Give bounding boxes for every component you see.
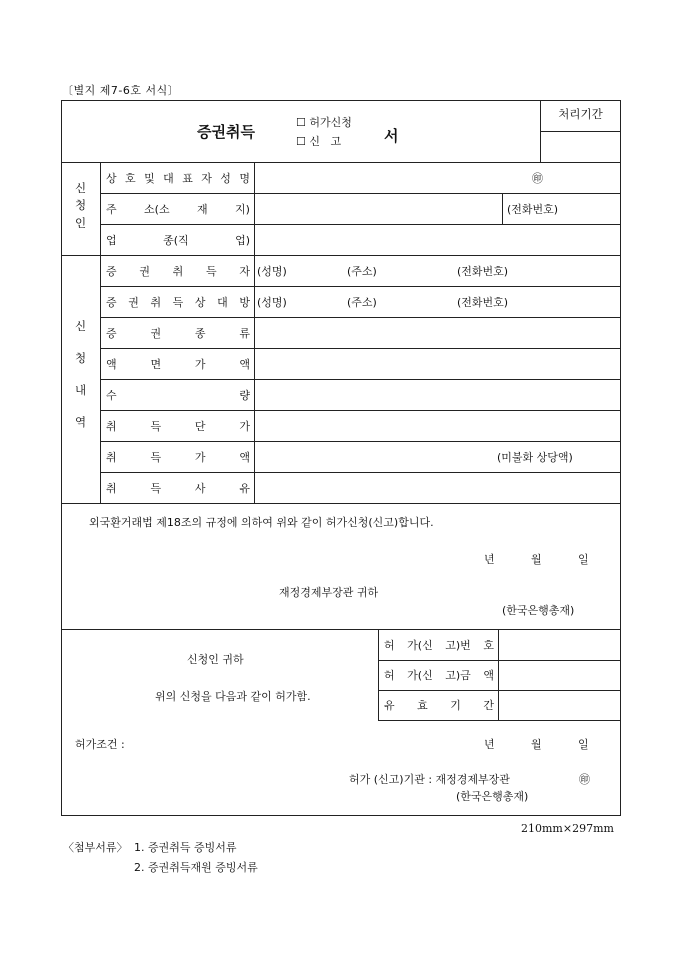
security-kind-field[interactable] <box>255 318 620 347</box>
approval-authority: 허가 (신고)기관 : 재정경제부장관 <box>349 773 510 786</box>
processing-period-value[interactable] <box>541 132 620 161</box>
approval-to-applicant: 신청인 귀하 <box>187 653 244 666</box>
applicant-section-label: 신 청 인 <box>74 181 87 230</box>
declaration-addressee: 재정경제부장관 귀하 <box>279 586 379 599</box>
seal-mark-authority: ㊞ <box>579 773 590 786</box>
permit-amount-field[interactable] <box>499 661 620 689</box>
quantity-field[interactable] <box>255 380 620 409</box>
label-face-value: 액 면 가 액 <box>106 358 250 371</box>
counterparty-phone-label: (전화번호) <box>457 296 509 309</box>
acquirer-phone-label: (전화번호) <box>457 265 509 278</box>
processing-period-label: 처리기간 <box>558 107 603 121</box>
label-acquirer: 증 권 취 득 자 <box>106 265 250 278</box>
approval-text: 위의 신청을 다음과 같이 허가함. <box>155 690 311 703</box>
label-company-representative: 상 호 및 대 표 자 성 명 <box>106 172 250 185</box>
unit-price-field[interactable] <box>255 411 620 440</box>
approval-authority-sub: (한국은행총재) <box>456 790 529 803</box>
form-number-label: 〔별지 제7-6호 서식〕 <box>62 84 180 97</box>
counterparty-address-label: (주소) <box>347 296 377 309</box>
attachments-label: 〈첨부서류〉 <box>63 841 128 854</box>
declaration-month: 월 <box>531 553 542 566</box>
title-right: 서 <box>384 127 399 145</box>
counterparty-name-label: (성명) <box>257 296 287 309</box>
acquirer-address-label: (주소) <box>347 265 377 278</box>
acquirer-name-label: (성명) <box>257 265 287 278</box>
seal-mark-applicant: ㊞ <box>532 172 543 185</box>
acquisition-price-field[interactable] <box>255 442 491 471</box>
title-left: 증권취득 <box>197 123 255 141</box>
approval-year: 년 <box>484 738 495 751</box>
label-unit-price: 취 득 단 가 <box>106 420 250 433</box>
declaration-addressee-sub: (한국은행총재) <box>502 604 575 617</box>
label-permit-number: 허 가(신 고)번 호 <box>384 639 494 652</box>
checkbox-report[interactable]: ☐ 신 고 <box>296 135 342 148</box>
checkbox-permit-application[interactable]: ☐ 허가신청 <box>296 116 352 129</box>
label-reason: 취 득 사 유 <box>106 482 250 495</box>
approval-day: 일 <box>578 738 589 751</box>
label-security-kind: 증 권 종 류 <box>106 327 250 340</box>
label-validity-period: 유 효 기 간 <box>384 699 494 712</box>
occupation-field[interactable] <box>255 225 620 254</box>
label-permit-amount: 허 가(신 고)금 액 <box>384 669 494 682</box>
permit-number-field[interactable] <box>499 630 620 659</box>
declaration-year: 년 <box>484 553 495 566</box>
validity-period-field[interactable] <box>499 691 620 719</box>
label-quantity: 수 량 <box>106 389 250 402</box>
declaration-text: 외국환거래법 제18조의 규정에 의하여 위와 같이 허가신청(신고)합니다. <box>89 516 434 529</box>
label-address: 주 소(소 재 지) <box>106 203 250 216</box>
details-section-label: 신 청 내 역 <box>74 319 87 429</box>
attachment-item-2: 2. 증권취득재원 증빙서류 <box>134 861 258 874</box>
label-occupation: 업 종(직 업) <box>106 234 250 247</box>
phone-label-applicant: (전화번호) <box>507 203 559 216</box>
face-value-field[interactable] <box>255 349 620 378</box>
attachment-item-1: 1. 증권취득 증빙서류 <box>134 841 237 854</box>
company-representative-field[interactable] <box>255 163 620 192</box>
permit-conditions-label: 허가조건 : <box>75 738 125 751</box>
declaration-day: 일 <box>578 553 589 566</box>
label-counterparty: 증 권 취 득 상 대 방 <box>106 296 250 309</box>
usd-equivalent-note: (미불화 상당액) <box>497 451 573 464</box>
label-acquisition-price: 취 득 가 액 <box>106 451 250 464</box>
paper-size: 210mm×297mm <box>521 822 614 835</box>
reason-field[interactable] <box>255 473 620 502</box>
approval-month: 월 <box>531 738 542 751</box>
address-field[interactable] <box>255 194 501 223</box>
